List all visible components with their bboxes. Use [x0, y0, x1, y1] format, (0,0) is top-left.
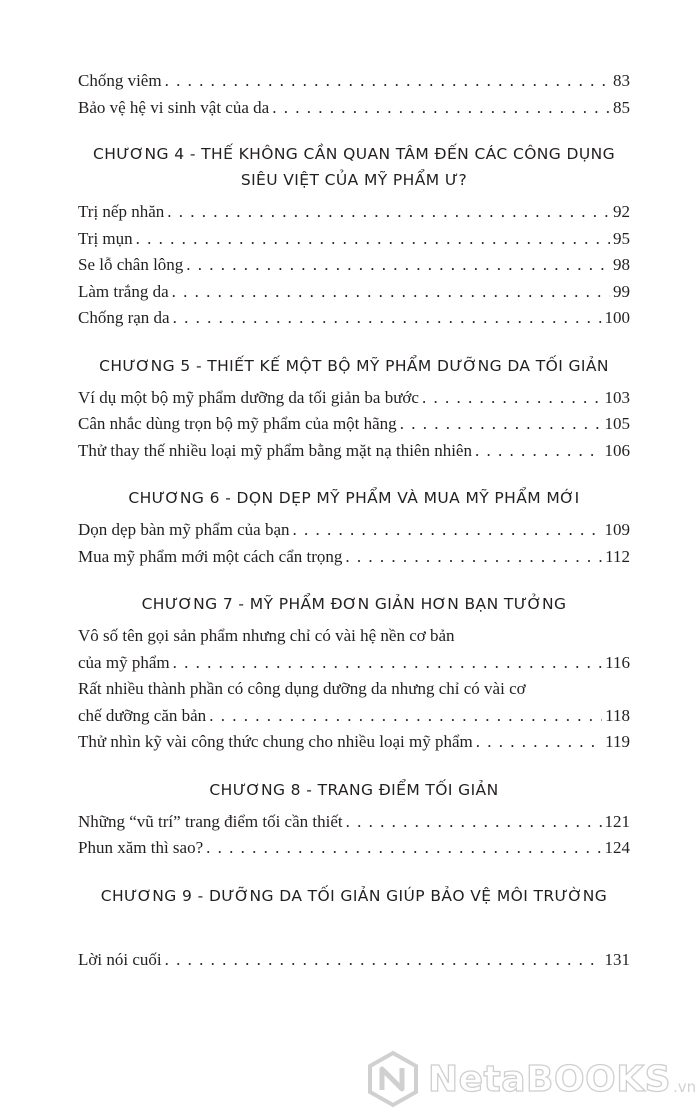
- toc-entry: [78, 226, 630, 253]
- toc-entry: [78, 703, 630, 730]
- toc-entry-page: 85: [613, 97, 630, 117]
- leader-dots: [173, 305, 602, 332]
- toc-section: [78, 141, 630, 332]
- leader-dots: [346, 809, 602, 836]
- toc-entry-title: chế dưỡng căn bản: [78, 705, 207, 725]
- leader-dots: [172, 279, 610, 306]
- toc-entry: [78, 544, 630, 571]
- toc-entry: [78, 252, 630, 279]
- chapter-heading: CHƯƠNG 6 - DỌN DẸP MỸ PHẨM VÀ MUA MỸ PHẨM MỚI: [128, 489, 580, 507]
- toc-entry-page: 109: [604, 520, 630, 539]
- toc-entry-page: 92: [613, 202, 630, 221]
- toc-entry-title: Những “vũ trí” trang điểm tối cần thiết: [78, 811, 343, 831]
- toc-entry-title: Phun xăm thì sao?: [78, 838, 204, 857]
- toc-entry-title: Thử thay thế nhiều loại mỹ phẩm bằng mặt nạ thiên nhiên: [78, 440, 472, 460]
- toc-entry-page: 83: [613, 71, 630, 90]
- toc-entry-title: Bảo vệ hệ vi sinh vật của da: [78, 97, 270, 117]
- toc-entry: [78, 947, 630, 974]
- toc-entry: [78, 729, 630, 756]
- leader-dots: [165, 947, 602, 974]
- toc-section: [78, 353, 630, 465]
- chapter-heading: CHƯƠNG 8 - TRANG ĐIỂM TỐI GIẢN: [209, 780, 499, 799]
- toc-entry-page: 95: [613, 228, 630, 248]
- toc-section: [78, 947, 630, 974]
- leader-dots: [186, 252, 610, 279]
- toc-entry-title: Trị nếp nhăn: [78, 202, 165, 221]
- toc-entry-page: 99: [613, 281, 630, 301]
- leader-dots: [167, 199, 610, 226]
- toc-entry-title: Chống viêm: [78, 71, 162, 90]
- toc-entry-page: 119: [605, 732, 630, 751]
- leader-dots: [345, 544, 602, 571]
- leader-dots: [400, 411, 602, 438]
- toc-entry: [78, 835, 630, 862]
- toc-entry-page: 131: [604, 949, 630, 969]
- leader-dots: [206, 835, 601, 862]
- leader-dots: [165, 68, 610, 95]
- toc-entry-title: Se lỗ chân lông: [78, 255, 184, 274]
- toc-entry-title: Trị mụn: [78, 228, 133, 248]
- watermark-suffix: .vn: [673, 1078, 697, 1096]
- chapter-heading: CHƯƠNG 5 - THIẾT KẾ MỘT BỘ MỸ PHẨM DƯỠNG DA TỐI GIẢN: [99, 356, 609, 375]
- toc-entry-title: Chống rạn da: [78, 308, 170, 327]
- toc-entry-title: Dọn dẹp bàn mỹ phẩm của bạn: [78, 520, 290, 539]
- toc-entry-page: 106: [604, 440, 630, 460]
- leader-dots: [136, 226, 610, 253]
- toc-entry: [78, 68, 630, 95]
- leader-dots: [293, 517, 602, 544]
- toc-entry-title: Ví dụ một bộ mỹ phẩm dưỡng da tối giản ba bước: [78, 387, 419, 407]
- toc-entry-title: Cân nhắc dùng trọn bộ mỹ phẩm của một hãng: [78, 414, 397, 433]
- toc-entry-page: 124: [604, 838, 630, 857]
- leader-dots: [209, 703, 602, 730]
- chapter-heading: CHƯƠNG 9 - DƯỠNG DA TỐI GIẢN GIÚP BẢO VỆ MÔI TRƯỜNG: [100, 886, 608, 905]
- toc-section: [78, 68, 630, 121]
- toc-entry: [78, 279, 630, 306]
- toc-entry-title-line1: Vô số tên gọi sản phẩm nhưng chỉ có vài hệ nền cơ bản: [78, 626, 455, 645]
- toc-entry-title: Lời nói cuối: [78, 949, 162, 969]
- leader-dots: [476, 729, 602, 756]
- toc-section: [78, 883, 630, 909]
- chapter-heading: CHƯƠNG 7 - MỸ PHẨM ĐƠN GIẢN HƠN BẠN TƯỞNG: [141, 595, 567, 613]
- toc-section: [78, 591, 630, 756]
- toc-entry-page: 112: [605, 546, 630, 566]
- chapter-heading: CHƯƠNG 4 - THẾ KHÔNG CẦN QUAN TÂM ĐẾN CÁC CÔNG DỤNG SIÊU VIỆT CỦA MỸ PHẨM Ư?: [92, 145, 616, 189]
- table-of-contents: [78, 68, 630, 973]
- toc-entry: [78, 385, 630, 412]
- toc-entry-page: 118: [605, 705, 630, 725]
- toc-entry-page: 105: [604, 414, 630, 433]
- toc-entry: [78, 411, 630, 438]
- toc-entry-title: Thử nhìn kỹ vài công thức chung cho nhiều loại mỹ phẩm: [78, 732, 473, 751]
- toc-entry: [78, 95, 630, 122]
- toc-entry-page: 98: [613, 255, 630, 274]
- toc-entry-title: của mỹ phẩm: [78, 652, 170, 672]
- toc-entry-title: Mua mỹ phẩm mới một cách cẩn trọng: [78, 546, 343, 566]
- toc-entry: [78, 517, 630, 544]
- toc-entry-title: Làm trắng da: [78, 281, 169, 301]
- toc-entry: [78, 809, 630, 836]
- leader-dots: [272, 95, 610, 122]
- toc-entry-page: 116: [605, 652, 630, 672]
- toc-entry-page: 103: [604, 387, 630, 407]
- netabooks-n-logo-icon: [364, 1050, 422, 1108]
- toc-section: [78, 485, 630, 570]
- toc-entry: [78, 438, 630, 465]
- toc-entry: [78, 650, 630, 677]
- toc-entry: [78, 199, 630, 226]
- toc-entry-title-line1: Rất nhiều thành phần có công dụng dưỡng da nhưng chỉ có vài cơ: [78, 679, 526, 698]
- leader-dots: [475, 438, 602, 465]
- toc-entry-page: 100: [604, 308, 630, 327]
- leader-dots: [173, 650, 603, 677]
- netabooks-watermark: [364, 1040, 700, 1118]
- toc-section: [78, 777, 630, 862]
- toc-entry: [78, 305, 630, 332]
- toc-entry-page: 121: [604, 811, 630, 831]
- leader-dots: [422, 385, 602, 412]
- watermark-brand: NetaBOOKS: [428, 1058, 672, 1100]
